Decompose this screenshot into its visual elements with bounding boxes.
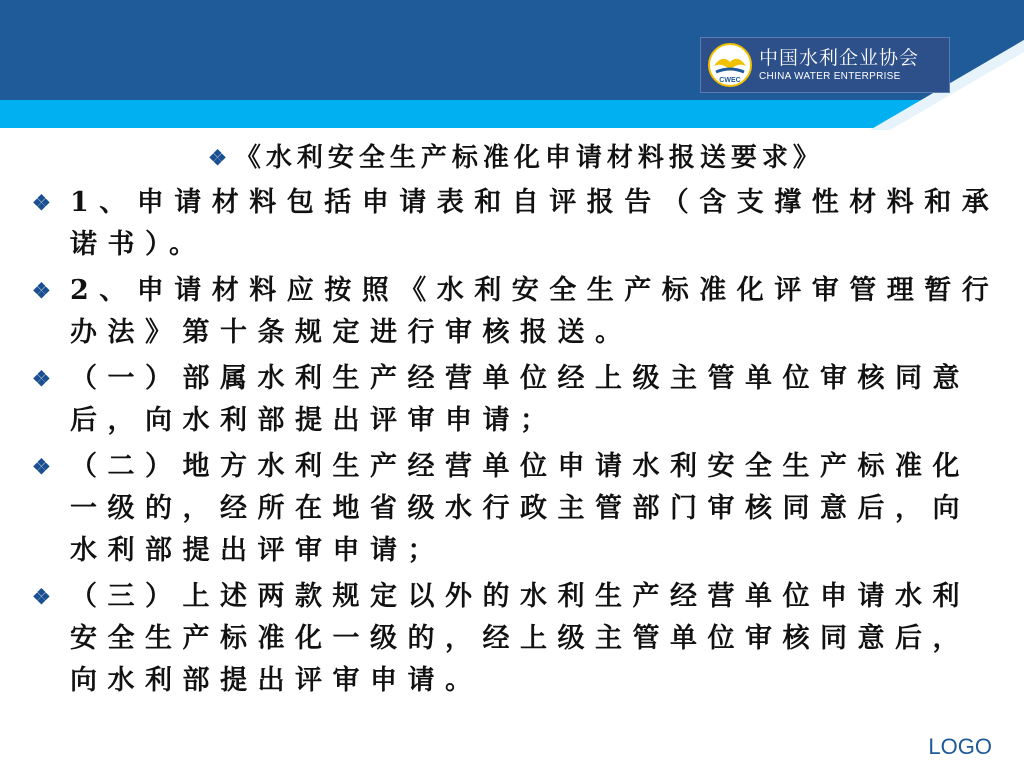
bullet-item	[32, 446, 1000, 572]
org-name-cn: 中国水利企业协会	[759, 47, 920, 69]
diamond-bullet-icon: ❖	[32, 454, 51, 479]
bullet-text: （三）上述两款规定以外的水利生产经营单位申请水利安全生产标准化一级的，经上级主管单位审核同意后，向水利部提出评审申请。	[70, 581, 970, 696]
diamond-bullet-icon: ❖	[32, 366, 51, 391]
bullet-item	[32, 576, 1000, 702]
bullet-text: 2、申请材料应按照《水利安全生产标准化评审管理暂行办法》第十条规定进行审核报送。	[70, 275, 1000, 348]
handshake-emblem-icon	[707, 42, 753, 88]
slide-header	[0, 0, 1024, 130]
bullet-item	[32, 270, 1000, 354]
org-name-en: CHINA WATER ENTERPRISE	[759, 71, 901, 82]
emblem-text: CWEC	[719, 77, 741, 84]
diamond-bullet-icon: ❖	[32, 190, 51, 215]
slide-body	[32, 138, 1000, 702]
bullet-text: 1、申请材料包括申请表和自评报告（含支撑性材料和承诺书）。	[70, 187, 1000, 260]
slide-title	[32, 138, 1000, 178]
bullet-item	[32, 358, 1000, 442]
diamond-bullet-icon: ❖	[32, 584, 51, 609]
org-logo	[700, 37, 950, 93]
slide-title-text: 《水利安全生产标准化申请材料报送要求》	[234, 143, 824, 173]
bullet-text: （一）部属水利生产经营单位经上级主管单位审核同意后，向水利部提出评审申请；	[70, 363, 970, 436]
bullet-item	[32, 182, 1000, 266]
bullet-text: （二）地方水利生产经营单位申请水利安全生产标准化一级的，经所在地省级水行政主管部门审核同意后，向水利部提出评审申请；	[70, 451, 970, 566]
diamond-bullet-icon: ❖	[208, 145, 227, 170]
diamond-bullet-icon: ❖	[32, 278, 51, 303]
footer-logo-text: LOGO	[928, 734, 992, 759]
